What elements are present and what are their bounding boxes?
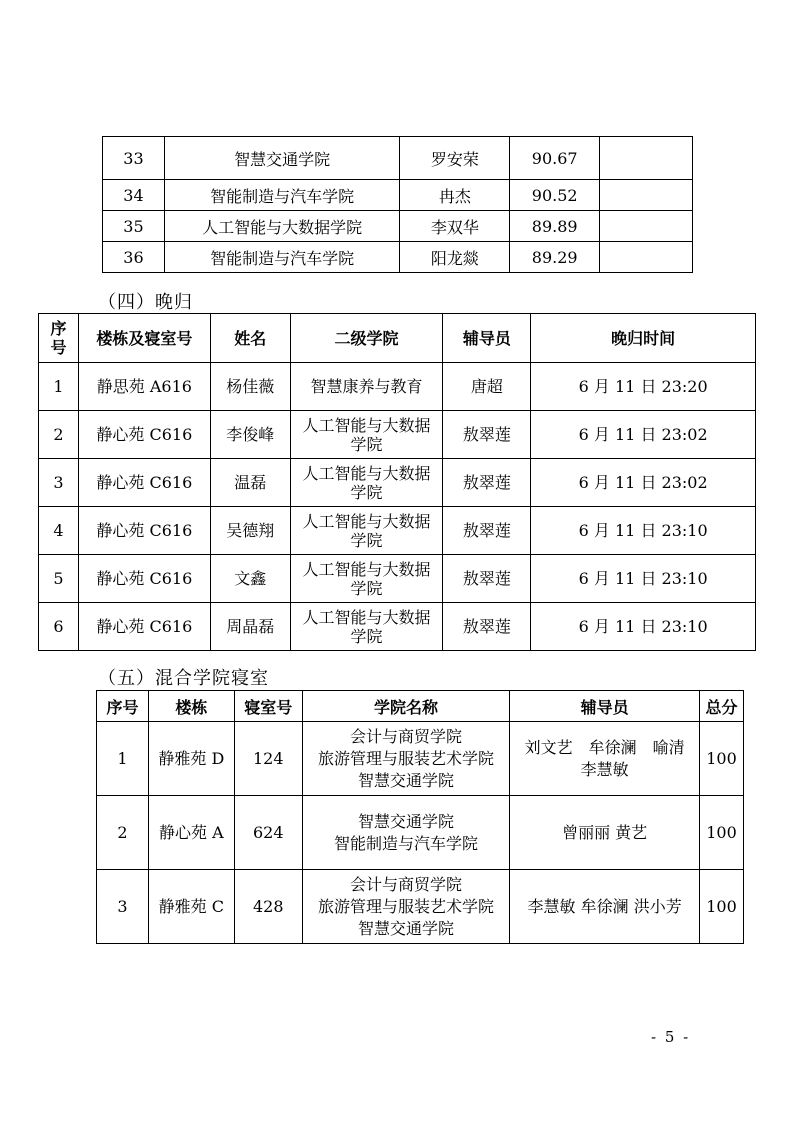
total-score: 100	[699, 796, 743, 870]
table-row	[97, 722, 744, 796]
person-name: 罗安荣	[400, 137, 510, 180]
note-cell	[600, 180, 693, 211]
counselor-name: 敖翠莲	[443, 507, 531, 555]
college-name: 智慧交通学院	[164, 137, 400, 180]
college-name: 人工智能与大数据学院	[290, 507, 443, 555]
table-row	[97, 796, 744, 870]
college-list: 会计与商贸学院 旅游管理与服装艺术学院 智慧交通学院	[302, 722, 510, 796]
table-row	[39, 507, 756, 555]
late-time: 6 月 11 日 23:02	[531, 411, 756, 459]
section-heading-late-return: （四）晚归	[98, 292, 193, 313]
building: 静雅苑 C	[148, 870, 234, 944]
room-number: 624	[234, 796, 302, 870]
header-building: 楼栋及寝室号	[78, 314, 210, 363]
row-number: 2	[39, 411, 79, 459]
row-number: 35	[103, 211, 165, 242]
header-no: 序号	[97, 691, 149, 722]
table-row	[97, 870, 744, 944]
person-name: 杨佳薇	[210, 363, 290, 411]
note-cell	[600, 137, 693, 180]
header-no: 序 号	[39, 314, 79, 363]
person-name: 李俊峰	[210, 411, 290, 459]
header-counselor: 辅导员	[443, 314, 531, 363]
building-room: 静心苑 C616	[78, 555, 210, 603]
person-name: 周晶磊	[210, 603, 290, 651]
score-value: 89.89	[510, 211, 600, 242]
counselor-list: 曾丽丽 黄艺	[510, 796, 700, 870]
college-name: 人工智能与大数据学院	[290, 603, 443, 651]
header-name: 姓名	[210, 314, 290, 363]
building-room: 静心苑 C616	[78, 603, 210, 651]
row-number: 5	[39, 555, 79, 603]
section-heading-mixed-dorm: （五）混合学院寝室	[98, 668, 269, 689]
table-row	[39, 603, 756, 651]
college-name: 智能制造与汽车学院	[164, 242, 400, 273]
score-value: 89.29	[510, 242, 600, 273]
header-time: 晚归时间	[531, 314, 756, 363]
counselor-name: 敖翠莲	[443, 603, 531, 651]
person-name: 李双华	[400, 211, 510, 242]
building: 静心苑 A	[148, 796, 234, 870]
counselor-name: 敖翠莲	[443, 459, 531, 507]
room-number: 428	[234, 870, 302, 944]
late-time: 6 月 11 日 23:10	[531, 603, 756, 651]
person-name: 冉杰	[400, 180, 510, 211]
counselor-name: 唐超	[443, 363, 531, 411]
mixed-dorm-table	[96, 690, 744, 944]
score-value: 90.52	[510, 180, 600, 211]
person-name: 阳龙燚	[400, 242, 510, 273]
building-room: 静心苑 C616	[78, 459, 210, 507]
table-row	[103, 180, 693, 211]
college-name: 智慧康养与教育	[290, 363, 443, 411]
late-return-table	[38, 313, 756, 651]
counselor-list: 李慧敏 牟徐澜 洪小芳	[510, 870, 700, 944]
table-row	[103, 137, 693, 180]
counselor-list: 刘文艺 牟徐澜 喻清 李慧敏	[510, 722, 700, 796]
room-number: 124	[234, 722, 302, 796]
row-number: 36	[103, 242, 165, 273]
table-row	[39, 363, 756, 411]
person-name: 吴德翔	[210, 507, 290, 555]
college-name: 人工智能与大数据学院	[290, 411, 443, 459]
building-room: 静思苑 A616	[78, 363, 210, 411]
note-cell	[600, 211, 693, 242]
total-score: 100	[699, 870, 743, 944]
row-number: 3	[39, 459, 79, 507]
counselor-name: 敖翠莲	[443, 555, 531, 603]
row-number: 34	[103, 180, 165, 211]
header-total: 总分	[699, 691, 743, 722]
college-name: 人工智能与大数据学院	[290, 459, 443, 507]
table-row	[39, 411, 756, 459]
table-row	[103, 211, 693, 242]
college-list: 智慧交通学院 智能制造与汽车学院	[302, 796, 510, 870]
header-building: 楼栋	[148, 691, 234, 722]
late-time: 6 月 11 日 23:10	[531, 555, 756, 603]
table-row	[39, 459, 756, 507]
late-time: 6 月 11 日 23:02	[531, 459, 756, 507]
college-list: 会计与商贸学院 旅游管理与服装艺术学院 智慧交通学院	[302, 870, 510, 944]
header-college: 二级学院	[290, 314, 443, 363]
header-college: 学院名称	[302, 691, 510, 722]
total-score: 100	[699, 722, 743, 796]
score-value: 90.67	[510, 137, 600, 180]
row-number: 2	[97, 796, 149, 870]
row-number: 1	[97, 722, 149, 796]
college-name: 人工智能与大数据学院	[164, 211, 400, 242]
late-time: 6 月 11 日 23:20	[531, 363, 756, 411]
college-name: 智能制造与汽车学院	[164, 180, 400, 211]
row-number: 4	[39, 507, 79, 555]
late-time: 6 月 11 日 23:10	[531, 507, 756, 555]
building: 静雅苑 D	[148, 722, 234, 796]
building-room: 静心苑 C616	[78, 411, 210, 459]
table-header-row	[39, 314, 756, 363]
table-header-row	[97, 691, 744, 722]
person-name: 温磊	[210, 459, 290, 507]
header-room: 寝室号	[234, 691, 302, 722]
score-table	[102, 136, 693, 273]
header-counselor: 辅导员	[510, 691, 700, 722]
page-number: - 5 -	[651, 1028, 691, 1046]
row-number: 3	[97, 870, 149, 944]
person-name: 文鑫	[210, 555, 290, 603]
row-number: 6	[39, 603, 79, 651]
row-number: 1	[39, 363, 79, 411]
note-cell	[600, 242, 693, 273]
college-name: 人工智能与大数据学院	[290, 555, 443, 603]
row-number: 33	[103, 137, 165, 180]
table-row	[39, 555, 756, 603]
building-room: 静心苑 C616	[78, 507, 210, 555]
counselor-name: 敖翠莲	[443, 411, 531, 459]
table-row	[103, 242, 693, 273]
